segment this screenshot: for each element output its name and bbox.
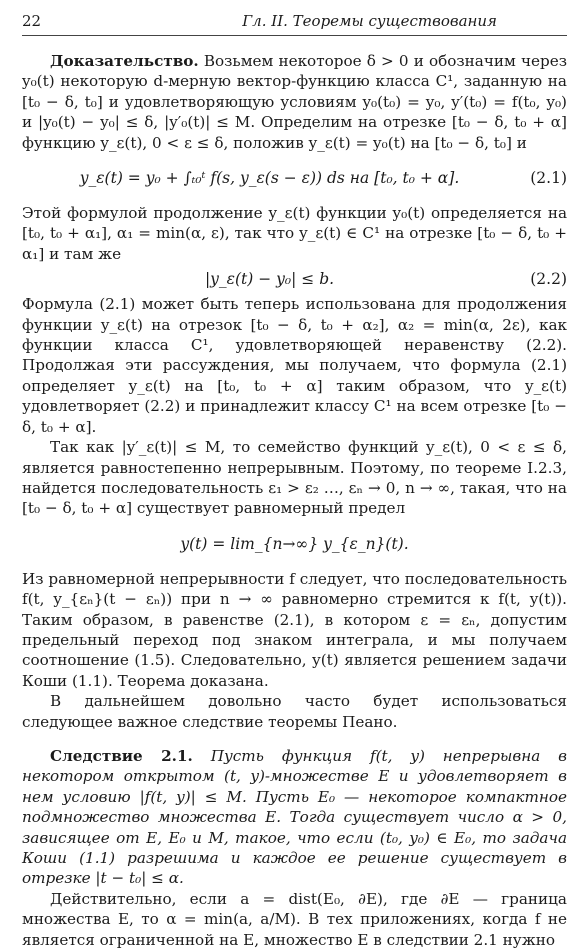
book-page	[22, 12, 567, 950]
limit-equation-body: y(t) = lim_{n→∞} y_{ε_n}(t).	[180, 534, 409, 553]
last-paragraph: Действительно, если a = dist(E₀, ∂E), где ∂E — граница множества E, то α = min(a, a/M). В тех приложениях, когда f не является ограниченной на E, множество E в следствии 2.1 нужно	[22, 889, 567, 949]
paragraph-4: Из равномерной непрерывности f следует, что последовательность f(t, y_{εₙ}(t − εₙ)) при n → ∞ равномерно стремится к f(t, y(t)). Таким образом, в равенстве (2.1), в котором ε = εₙ, допустим предельный переход под знаком интеграла, и мы получаем соотношение (1.5). Следовательно, y(t) является решением задачи Коши (1.1). Теорема доказана.	[22, 569, 567, 690]
corollary-heading: Следствие 2.1.	[50, 746, 193, 765]
equation-2-2-number: (2.2)	[530, 270, 567, 289]
corollary-text: Пусть функция f(t, y) непрерывна в некотором открытом (t, y)-множестве E и удовлетворяет в нем условию |f(t, y)| ≤ M. Пусть E₀ — некоторое компактное подмножество множества E. Тогда существует число α > 0, зависящее от E, E₀ и M, такое, что если (t₀, y₀) ∈ E₀, то задача Коши (1.1) разрешима и каждое ее решение существует в отрезке |t − t₀| ≤ α.	[22, 746, 568, 888]
paragraph-5: В дальнейшем довольно часто будет использоваться следующее важное следствие теоремы Пеано.	[22, 692, 567, 731]
running-title: Гл. II. Теоремы существования	[242, 12, 497, 30]
equation-2-1-body: y_ε(t) = y₀ + ∫ₜ₀ᵗ f(s, y_ε(s − ε)) ds на [t₀, t₀ + α].	[79, 168, 460, 187]
paragraph-1: Этой формулой продолжение y_ε(t) функции y₀(t) определяется на [t₀, t₀ + α₁], α₁ = min(α, ε), так что y_ε(t) ∈ C¹ на отрезке [t₀ − δ, t₀ + α₁] и там же	[22, 204, 567, 263]
corollary-paragraph	[22, 746, 567, 889]
proof-heading: Доказательство.	[50, 52, 199, 70]
page-body	[22, 51, 567, 950]
equation-2-1	[22, 153, 567, 203]
proof-text: Возьмем некоторое δ > 0 и обозначим через y₀(t) некоторую d-мерную вектор-функцию класса C¹, заданную на [t₀ − δ, t₀] и удовлетворяющую условиям y₀(t₀) = y₀, y′(t₀) = f(t₀, y₀) и |y₀(t) − y₀| ≤ δ, |y′₀(t)| ≤ M. Определим на отрезке [t₀ − δ, t₀ + α] функцию y_ε(t), 0 < ε ≤ δ, положив y_ε(t) = y₀(t) на [t₀ − δ, t₀] и	[22, 52, 567, 152]
paragraph-2: Формула (2.1) может быть теперь использована для продолжения функции y_ε(t) на отрезок [t₀ − δ, t₀ + α₂], α₂ = min(α, 2ε), как функции класса C¹, удовлетворяющей неравенству (2.2). Продолжая эти рассуждения, мы получаем, что формула (2.1) определяет y_ε(t) на [t₀, t₀ + α] таким образом, что y_ε(t) удовлетворяет (2.2) и принадлежит классу C¹ на всем отрезке [t₀ − δ, t₀ + α].	[22, 295, 567, 436]
equation-2-2-body: |y_ε(t) − y₀| ≤ b.	[204, 270, 335, 289]
running-header	[22, 12, 567, 36]
paragraph-3: Так как |y′_ε(t)| ≤ M, то семейство функций y_ε(t), 0 < ε ≤ δ, является равностепенно непрерывным. Поэтому, по теореме I.2.3, найдется последовательность ε₁ > ε₂ …, εₙ → 0, n → ∞, такая, что на [t₀ − δ, t₀ + α] существует равномерный предел	[22, 438, 567, 518]
proof-paragraph	[22, 51, 567, 153]
limit-equation	[22, 519, 567, 569]
equation-2-2	[22, 264, 567, 294]
page-number: 22	[22, 12, 42, 30]
equation-2-1-number: (2.1)	[530, 168, 567, 187]
